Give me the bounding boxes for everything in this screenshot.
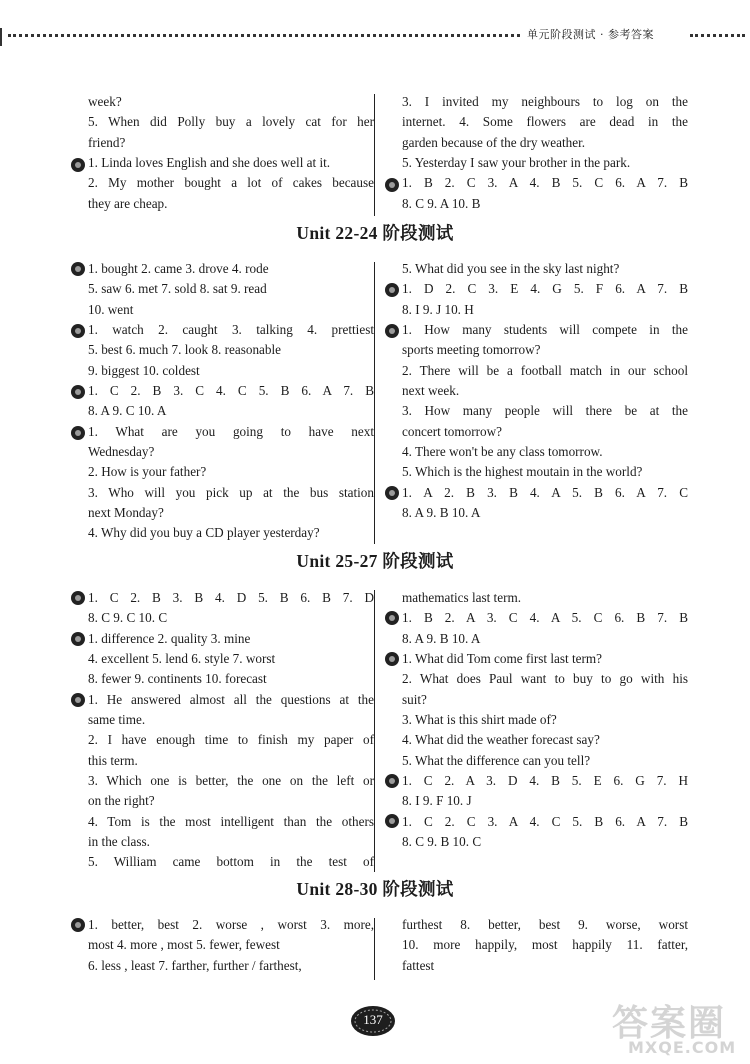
section-number-bullet [385,283,399,297]
answer-line: furthest 8. better, best 9. worse, worst [402,917,688,932]
section-number-bullet [385,814,399,828]
answer-line: fattest [402,957,435,973]
answer-line: 1. C 2. B 3. B 4. D 5. B 6. B 7. D [88,590,374,605]
answer-line: 2. What does Paul want to buy to go with his [402,671,688,687]
answer-line: 1. Linda loves English and she does well at it. [88,155,331,171]
unit28-left-column [88,915,374,976]
answer-line: friend? [88,134,126,150]
unit-heading: Unit 25-27 阶段测试 [296,551,454,571]
answer-line: 5. best 6. much 7. look 8. reasonable [88,342,282,358]
answer-line: 1. watch 2. caught 3. talking 4. prettiest [88,322,374,338]
header-dotted-rule-right [690,34,745,37]
answer-line: 5. Yesterday I saw your brother in the park. [402,155,631,171]
answer-line: 2. How is your father? [88,464,207,480]
answer-line: 1. bought 2. came 3. drove 4. rode [88,261,269,276]
answer-line: 9. biggest 10. coldest [88,362,200,378]
page-number-badge [349,1003,397,1039]
section-number-bullet [71,324,85,338]
answer-line: this term. [88,752,138,768]
answer-line: 1. He answered almost all the questions at the [88,691,374,707]
answer-line: 3. Who will you pick up at the bus station [88,484,374,500]
answer-line: 3. What is this shirt made of? [402,712,557,728]
unit25-left-column [88,588,374,873]
answer-line: 2. My mother bought a lot of cakes because [88,175,374,191]
answer-line: 1. D 2. C 3. E 4. G 5. F 6. A 7. B [402,281,688,297]
answer-line: 2. There will be a football match in our school [402,362,688,378]
unit28-right-column [402,915,688,976]
section-number-bullet [71,632,85,646]
answer-line: 8. C 9. C 10. C [88,610,168,626]
answer-line: 5. What did you see in the sky last night? [402,261,620,276]
section-number-bullet [385,611,399,625]
answer-line: 5. Which is the highest moutain in the world? [402,464,643,480]
answer-line: they are cheap. [88,195,168,211]
answer-line: 8. I 9. F 10. J [402,793,472,809]
section-number-bullet [71,158,85,172]
answer-line: 2. I have enough time to finish my paper of [88,732,374,748]
answer-line: mathematics last term. [402,590,522,605]
answer-line: 1. C 2. A 3. D 4. B 5. E 6. G 7. H [402,773,688,789]
answer-line: concert tomorrow? [402,423,502,439]
answer-line: 5. William came bottom in the test of [88,854,374,870]
answer-line: 1. A 2. B 3. B 4. A 5. B 6. A 7. C [402,484,688,500]
answer-line: Wednesday? [88,444,155,460]
answer-line: 8. C 9. B 10. C [402,834,482,850]
column-divider [374,590,375,872]
section-number-bullet [385,324,399,338]
answer-line: 4. Tom is the most intelligent than the others [88,813,374,829]
answer-line: 3. I invited my neighbours to log on the [402,94,688,109]
answer-line: internet. 4. Some flowers are dead in the [402,114,688,130]
header-dotted-rule [8,34,520,37]
section-number-bullet [71,426,85,440]
answer-line: 8. A 9. B 10. A [402,505,481,521]
answer-line: 5. When did Polly buy a lovely cat for her [88,114,374,130]
column-divider [374,94,375,216]
answer-line: 1. C 2. C 3. A 4. C 5. B 6. A 7. B [402,813,688,829]
answer-line: 3. Which one is better, the one on the left or [88,773,374,789]
answer-line: 1. How many students will compete in the [402,322,688,338]
answer-line: 8. I 9. J 10. H [402,301,474,317]
column-divider [374,918,375,980]
section-number-bullet [71,262,85,276]
section0-right-column [402,92,688,214]
answer-line: 1. B 2. A 3. C 4. A 5. C 6. B 7. B [402,610,688,626]
section-number-bullet [71,918,85,932]
answer-line: 8. A 9. C 10. A [88,403,167,419]
answer-line: suit? [402,691,427,707]
section-number-bullet [385,774,399,788]
answer-line: week? [88,94,122,109]
unit-heading: Unit 28-30 阶段测试 [296,879,454,899]
page-number: 137 [363,1012,383,1027]
answer-line: 1. What are you going to have next [88,423,374,439]
answer-line: 4. excellent 5. lend 6. style 7. worst [88,651,276,667]
answer-line: on the right? [88,793,155,809]
answer-line: next week. [402,383,460,399]
unit22-right-column [402,259,688,523]
answer-line: 4. There won't be any class tomorrow. [402,444,603,460]
section-number-bullet [385,652,399,666]
watermark-logo: 答案圈 [612,1003,727,1044]
unit22-left-column [88,259,374,544]
unit25-right-column [402,588,688,852]
running-header: 单元阶段测试 · 参考答案 [527,28,654,41]
unit-heading: Unit 22-24 阶段测试 [296,223,454,243]
page-edge-mark [0,28,6,46]
answer-line: 5. saw 6. met 7. sold 8. sat 9. read [88,281,267,297]
answer-line: 5. What the difference can you tell? [402,752,591,768]
answer-line: 3. How many people will there be at the [402,403,688,419]
answer-line: 1. better, best 2. worse , worst 3. more, [88,917,374,932]
answer-line: 8. C 9. A 10. B [402,195,481,211]
answer-line: 1. B 2. C 3. A 4. B 5. C 6. A 7. B [402,175,688,191]
answer-line: most 4. more , most 5. fewer, fewest [88,937,280,953]
section-number-bullet [71,591,85,605]
answer-line: 1. C 2. B 3. C 4. C 5. B 6. A 7. B [88,383,374,399]
column-divider [374,262,375,544]
section-number-bullet [71,693,85,707]
answer-line: 1. difference 2. quality 3. mine [88,630,251,646]
answer-line: 4. What did the weather forecast say? [402,732,600,748]
section0-left-column [88,92,374,214]
answer-line: 8. A 9. B 10. A [402,630,481,646]
answer-line: 10. more happily, most happily 11. fatter, [402,937,688,953]
watermark-site: MXQE.COM [628,1038,737,1057]
answer-line: next Monday? [88,505,164,521]
answer-line: 8. fewer 9. continents 10. forecast [88,671,267,687]
answer-line: 4. Why did you buy a CD player yesterday? [88,525,320,541]
section-number-bullet [385,178,399,192]
answer-line: in the class. [88,834,150,850]
answer-line: 10. went [88,301,134,317]
answer-line: sports meeting tomorrow? [402,342,541,358]
section-number-bullet [71,385,85,399]
answer-line: 1. What did Tom come first last term? [402,651,603,667]
answer-line: same time. [88,712,146,728]
answer-line: garden because of the dry weather. [402,134,586,150]
answer-line: 6. less , least 7. farther, further / farthest, [88,957,302,973]
section-number-bullet [385,486,399,500]
